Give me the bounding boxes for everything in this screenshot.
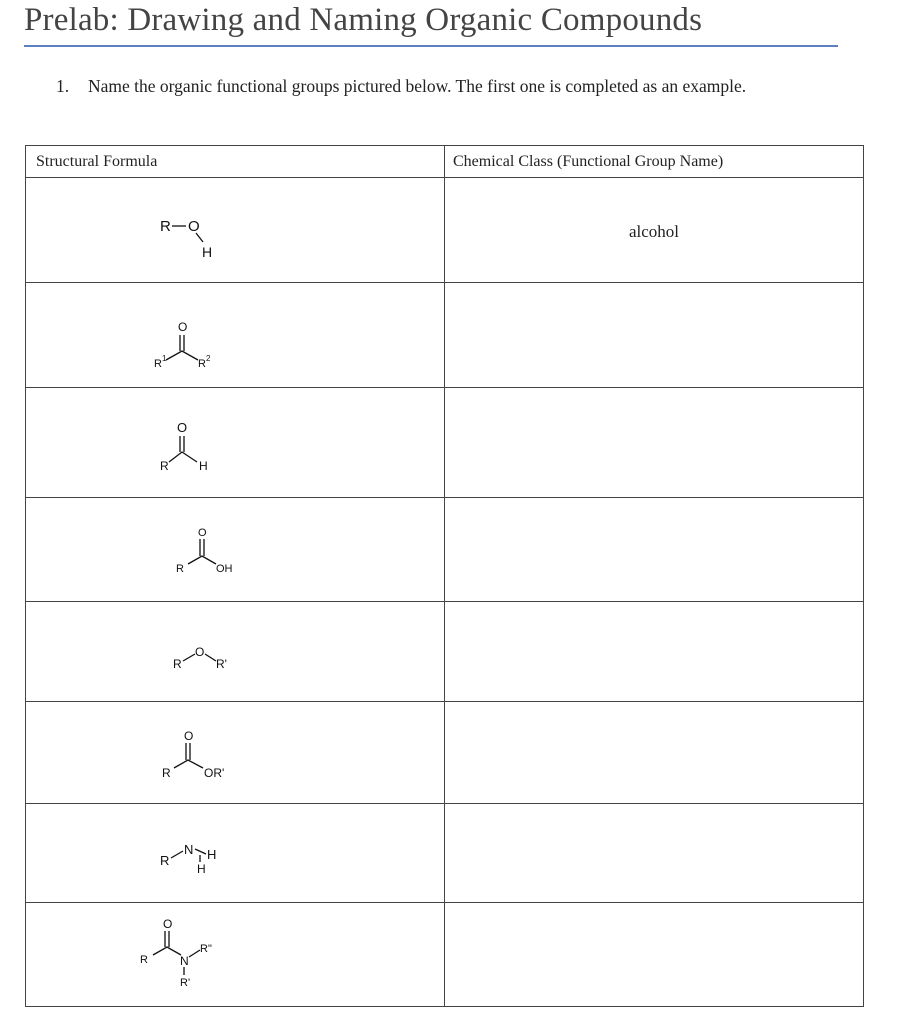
table-row: [26, 602, 864, 702]
amide-structure: [26, 903, 445, 1007]
atom-label: O: [178, 320, 188, 334]
atom-label: O: [177, 420, 188, 435]
atom-label: OR': [204, 766, 225, 780]
atom-label: OH: [216, 563, 233, 575]
atom-label: O: [195, 645, 205, 659]
atom-label: H: [202, 244, 213, 260]
atom-label: R: [162, 766, 171, 780]
structure-cell-amide: [26, 903, 445, 1007]
table-row: [26, 702, 864, 804]
structure-cell-amine: [26, 804, 445, 903]
ketone-structure: [26, 283, 445, 388]
answer-cell[interactable]: [445, 804, 864, 903]
answer-cell[interactable]: [445, 602, 864, 702]
atom-label: N: [180, 954, 189, 968]
answer-cell[interactable]: [445, 903, 864, 1007]
question-number: 1.: [56, 76, 70, 96]
answer-cell[interactable]: [445, 702, 864, 804]
ester-structure: [26, 702, 445, 804]
atom-label: H: [197, 862, 206, 876]
atom-label: R: [154, 358, 162, 370]
atom-label: O: [188, 218, 200, 235]
atom-label: R": [200, 943, 212, 955]
atom-label: 2: [206, 354, 211, 363]
atom-label: R: [198, 358, 206, 370]
table-row: [26, 178, 864, 283]
atom-label: R: [160, 459, 169, 473]
answer-cell[interactable]: [445, 498, 864, 602]
alcohol-structure: [26, 178, 445, 283]
functional-group-table: [25, 145, 864, 1007]
carboxylic-acid-structure: [26, 498, 445, 602]
ether-structure: [26, 602, 445, 702]
header-structural-formula: Structural Formula: [26, 146, 445, 178]
atom-label: R: [160, 218, 171, 235]
table-row: [26, 498, 864, 602]
answer-text: alcohol: [628, 222, 680, 241]
atom-label: O: [198, 527, 207, 539]
table-row: [26, 804, 864, 903]
atom-label: O: [163, 917, 173, 931]
answer-cell[interactable]: [445, 388, 864, 498]
table-row: [26, 283, 864, 388]
amine-structure: [26, 804, 445, 903]
aldehyde-structure: [26, 388, 445, 498]
table-header-row: [26, 146, 864, 178]
atom-label: R: [173, 657, 182, 671]
structure-cell-ketone: [26, 283, 445, 388]
structure-cell-alcohol: [26, 178, 445, 283]
atom-label: R: [160, 853, 170, 868]
structure-cell-aldehyde: [26, 388, 445, 498]
structure-cell-ether: [26, 602, 445, 702]
table-row: [26, 903, 864, 1007]
question-text: Name the organic functional groups pictured below. The first one is completed as an example.: [88, 76, 747, 96]
answer-cell[interactable]: [445, 178, 864, 283]
atom-label: O: [184, 729, 194, 743]
page-title: Prelab: Drawing and Naming Organic Compounds: [24, 2, 703, 38]
structure-cell-carboxylic-acid: [26, 498, 445, 602]
atom-label: R: [140, 954, 148, 966]
structure-cell-ester: [26, 702, 445, 804]
atom-label: R': [216, 657, 227, 671]
atom-label: H: [199, 459, 208, 473]
atom-label: N: [184, 842, 194, 857]
atom-label: H: [207, 847, 217, 862]
atom-label: R': [180, 977, 191, 989]
atom-label: R: [176, 563, 184, 575]
table-row: [26, 388, 864, 498]
answer-cell[interactable]: [445, 283, 864, 388]
atom-label: 1: [162, 354, 167, 363]
title-underline: [24, 45, 838, 47]
header-chemical-class: Chemical Class (Functional Group Name): [445, 146, 864, 178]
